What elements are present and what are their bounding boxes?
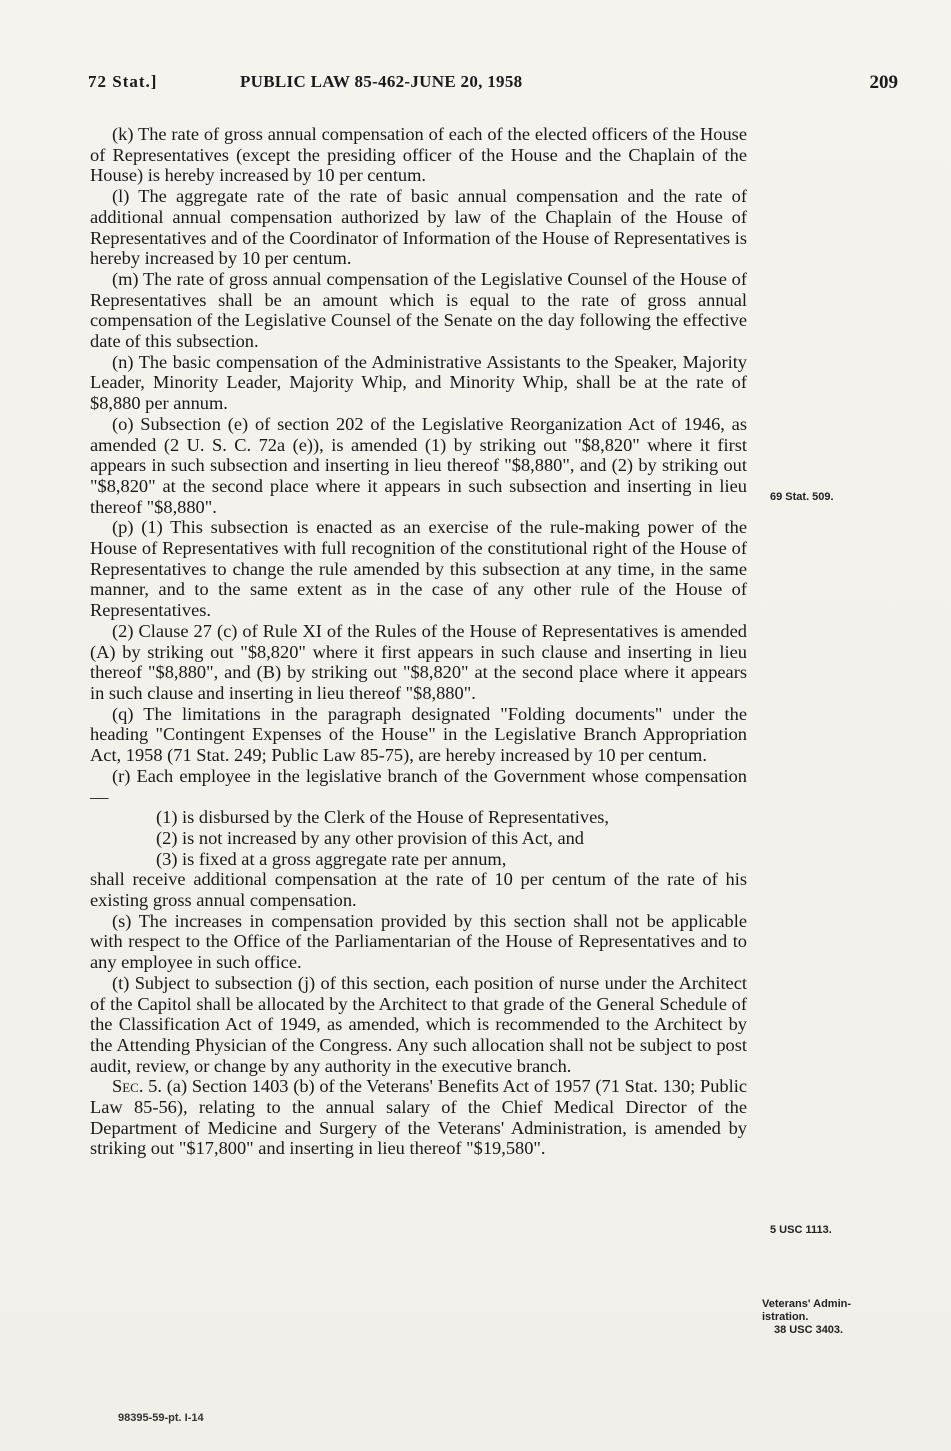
paragraph-o: (o) Subsection (e) of section 202 of the Legislative Reorganization Act of 1946, as amended (2 U. S. C. 72a (e)), is amended (1) by striking out "$8,820" where it first appears in such subsection and inserting in lieu thereof "$8,880", and (2) by striking out "$8,820" at the second place where it appears in such subsection and inserting in lieu thereof "$8,880". — [90, 413, 747, 517]
paragraph-r: (r) Each employee in the legislative branch of the Government whose compensation— — [90, 765, 747, 807]
paragraph-m: (m) The rate of gross annual compensation of the Legislative Counsel of the House of Representatives shall be an amount which is equal to the rate of gross annual compensation of the Legislative Counsel of the Senate on the day following the effective date of this subsection. — [90, 268, 747, 352]
volume-reference: 72 Stat.] — [88, 72, 158, 91]
margin-note-veterans-line2: istration. — [762, 1311, 809, 1323]
list-item: (2) is not increased by any other provision of this Act, and — [156, 827, 585, 848]
margin-note-veterans-line1: Veterans' Admin- — [762, 1298, 852, 1310]
section-5-paragraph — [90, 1076, 747, 1159]
paragraph-s: (s) The increases in compensation provided by this section shall not be applicable with respect to the Office of the Parliamentarian of the House of Representatives and to any employee in such office. — [90, 910, 747, 973]
paragraph-k: (k) The rate of gross annual compensation of each of the elected officers of the House of Representatives (except the presiding officer of the House and the Chaplain of the House) is hereby increased by 10 per centum. — [90, 124, 747, 186]
section-5-text: (a) Section 1403 (b) of the Veterans' Benefits Act of 1957 (71 Stat. 130; Public Law 85-56), relating to the annual salary of the Chief Medical Director of the Department of Medicine and Surgery of the Veterans' Administration, is amended by striking out "$17,800" and inserting in lieu thereof "$19,580". — [90, 1076, 747, 1159]
running-title: PUBLIC LAW 85-462-JUNE 20, 1958 — [240, 72, 523, 91]
section-5-label: Sec. 5. — [112, 1076, 162, 1097]
paragraph-q: (q) The limitations in the paragraph designated "Folding documents" under the heading "Contingent Expenses of the House" in the Legislative Branch Appropriation Act, 1958 (71 Stat. 249; Public Law 85-75), are hereby increased by 10 per centum. — [90, 703, 747, 766]
margin-note-5-usc-1113: 5 USC 1113. — [770, 1224, 832, 1236]
paragraph-p1: (p) (1) This subsection is enacted as an exercise of the rule-making power of the House of Representatives with full recognition of the constitutional right of the House of Representatives to change the rule amended by this subsection at any time, in the same manner, and to the same extent as in the case of any other rule of the House of Representatives. — [90, 517, 747, 621]
list-item: (1) is disbursed by the Clerk of the House of Representatives, — [156, 807, 610, 828]
paragraph-t: (t) Subject to subsection (j) of this section, each position of nurse under the Architect of the Capitol shall be allocated by the Architect to that grade of the General Schedule of the Classification Act of 1949, as amended, which is recommended to the Architect by the Attending Physician of the Congress. Any such allocation shall not be subject to post audit, review, or change by any authority in the executive branch. — [90, 972, 747, 1076]
printer-footer: 98395-59-pt. I-14 — [118, 1412, 204, 1424]
page-number: 209 — [869, 72, 898, 93]
margin-note-veterans-line3: 38 USC 3403. — [774, 1324, 844, 1336]
page-header — [88, 72, 898, 102]
paragraph-p2: (2) Clause 27 (c) of Rule XI of the Rules of the House of Representatives is amended (A) by striking out "$8,820" where it first appears in such clause and inserting in lieu thereof "$8,880", and (B) by striking out "$8,820" at the second place where it appears in such clause and inserting in lieu thereof "$8,880". — [90, 620, 747, 703]
list-item: (3) is fixed at a gross aggregate rate per annum, — [156, 848, 507, 869]
margin-note-veterans — [762, 1298, 851, 1337]
paragraph-r-continuation: shall receive additional compensation at the rate of 10 per centum of the rate of his existing gross annual compensation. — [90, 869, 747, 911]
paragraph-l: (l) The aggregate rate of the rate of basic annual compensation and the rate of additional annual compensation authorized by law of the Chaplain of the House of Representatives and of the Coordinator of Information of the House of Representatives is hereby increased by 10 per centum. — [90, 186, 747, 269]
margin-note-69-stat-509: 69 Stat. 509. — [770, 491, 834, 503]
paragraph-n: (n) The basic compensation of the Administrative Assistants to the Speaker, Majority Leader, Minority Leader, Majority Whip, and Minority Whip, shall be at the rate of $8,880 per annum. — [90, 351, 747, 414]
statute-body — [90, 124, 747, 1159]
